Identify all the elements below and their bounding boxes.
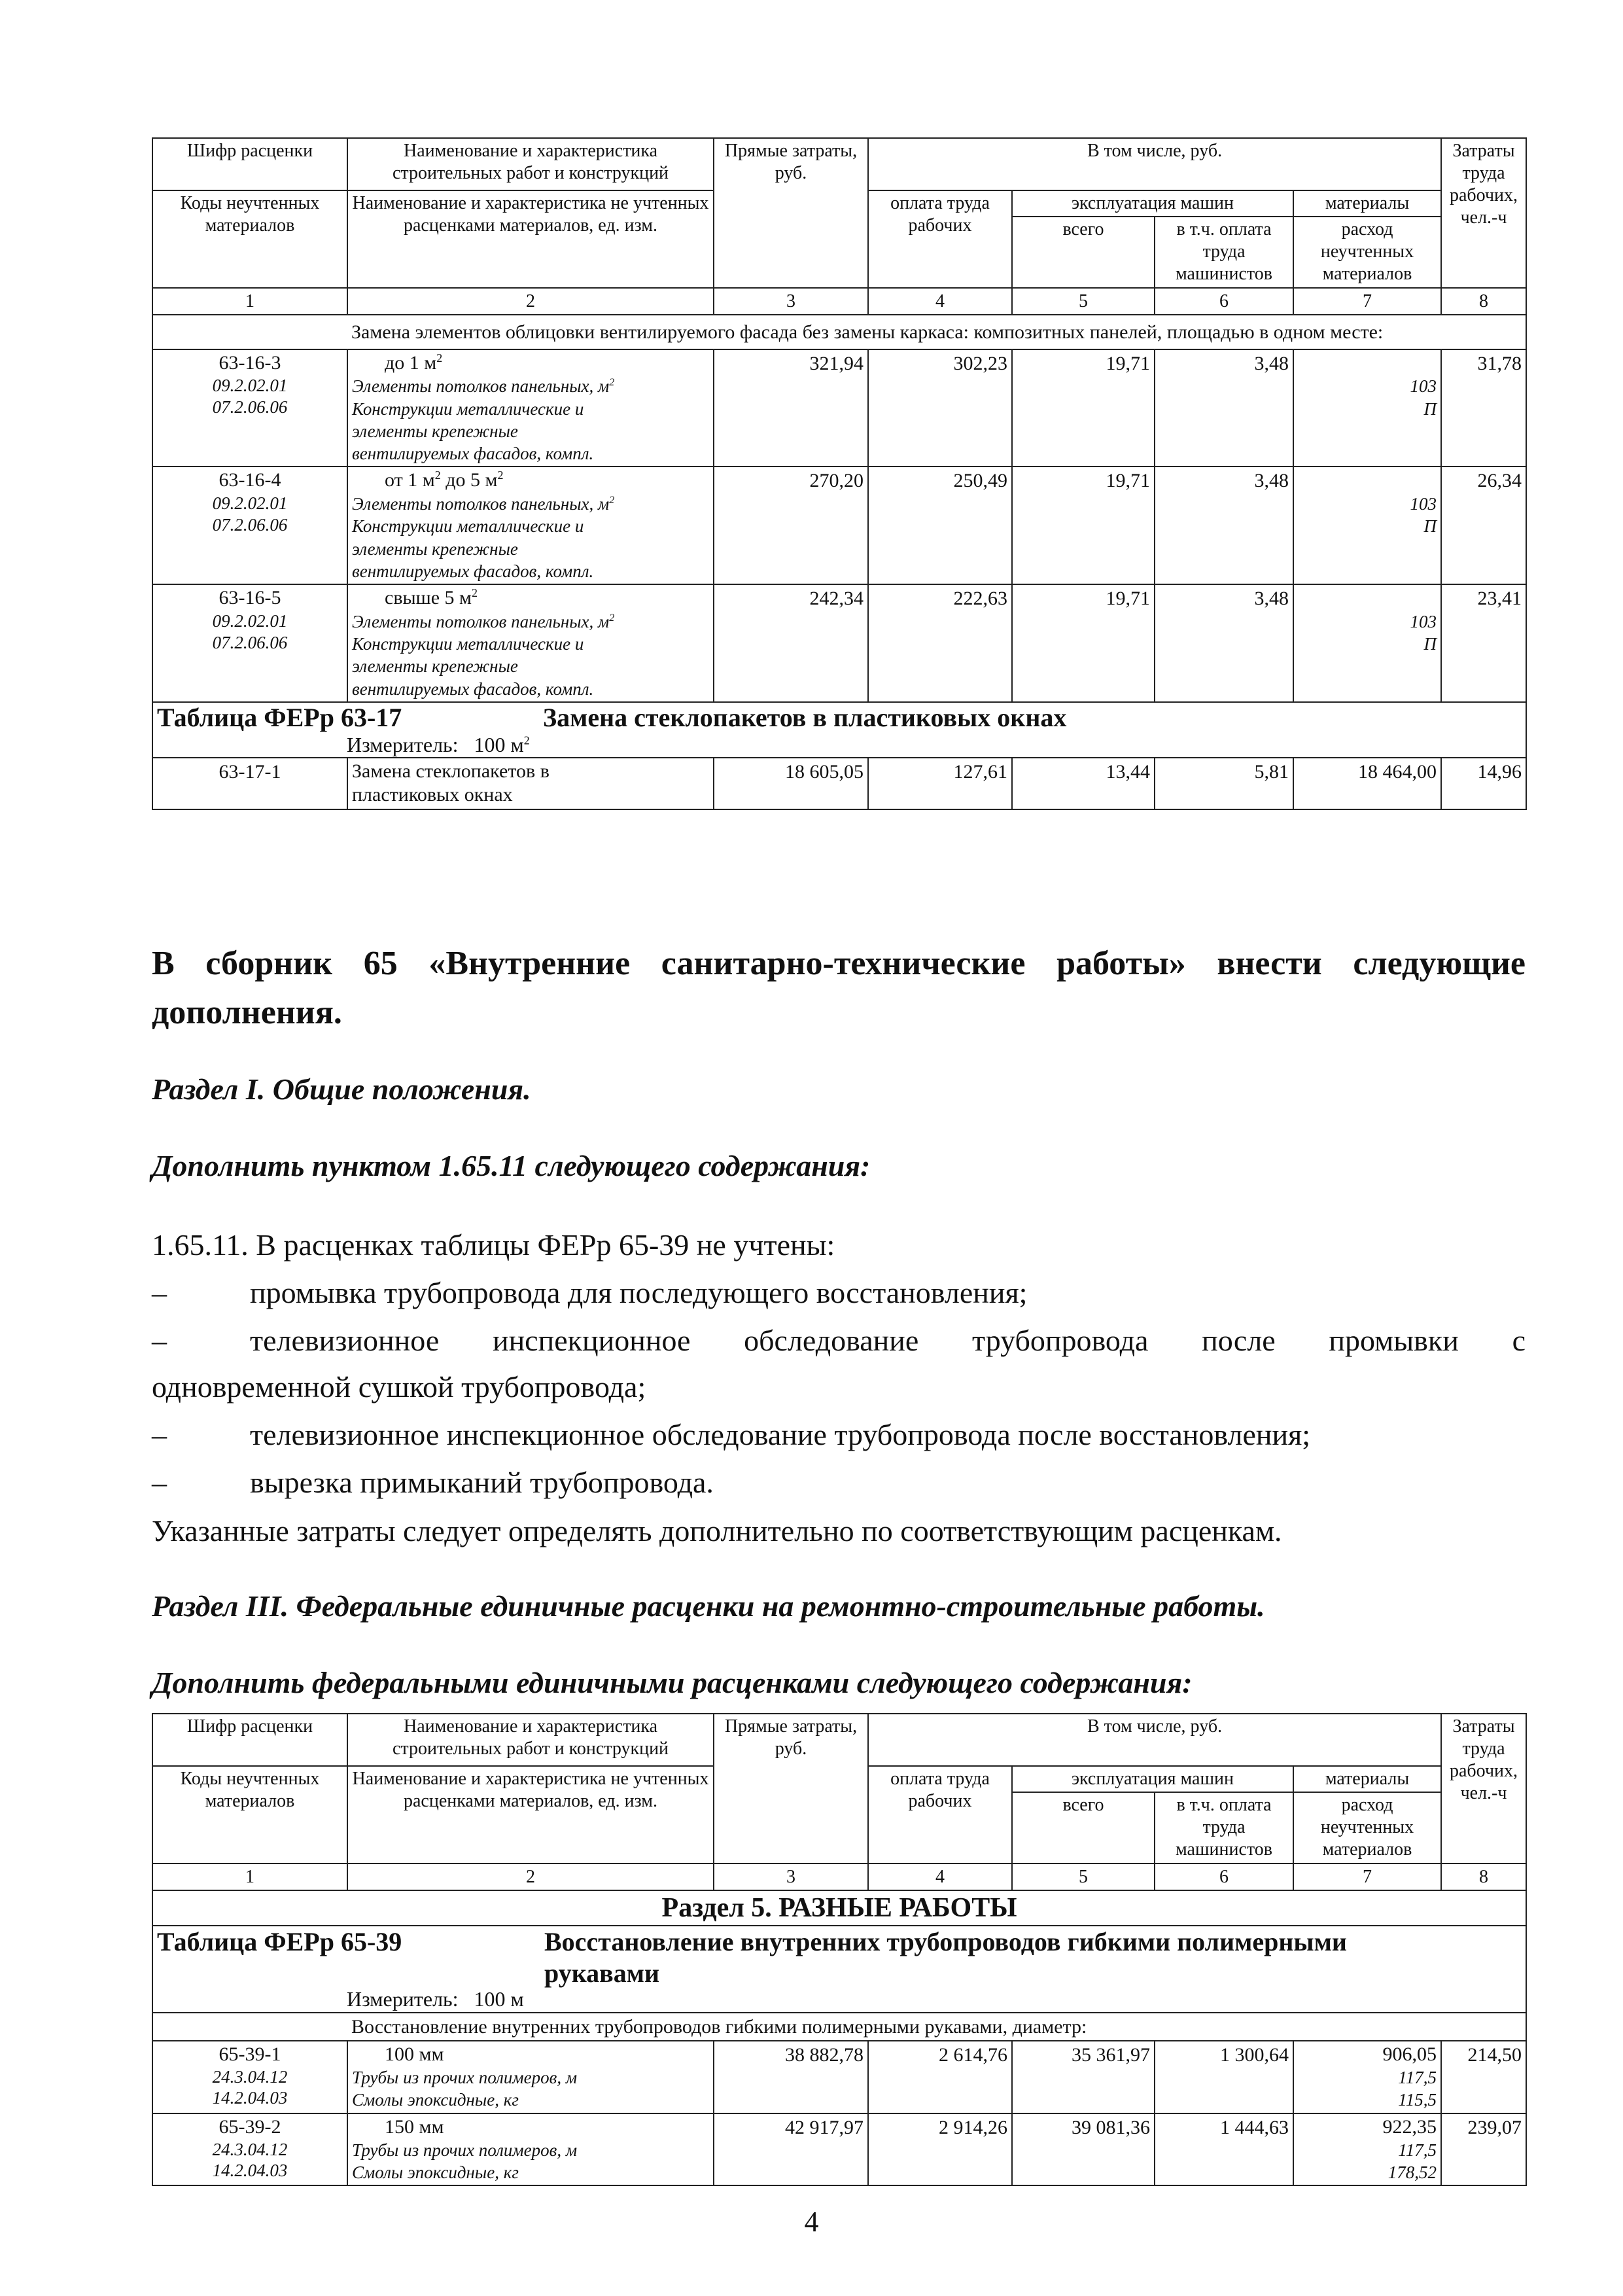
rate-code: 63-16-5 bbox=[218, 587, 281, 609]
header-code: Шифр расценки bbox=[152, 1714, 347, 1766]
material-name: Трубы из прочих полимеров, м bbox=[352, 2140, 578, 2160]
material-name: Конструкции металлические и bbox=[352, 633, 584, 654]
material-code: 07.2.06.06 bbox=[212, 514, 288, 535]
header-machines: эксплуатация машин bbox=[1012, 190, 1293, 217]
table-63-17-title: Таблица ФЕРр 63-17 Замена стеклопакетов в пластиковых окнах Измеритель: 100 $м^2$ bbox=[152, 702, 1526, 758]
machines-total: 39 081,36 bbox=[1012, 2113, 1155, 2186]
rate-name: от 1 $м^2$ до 5 $м^2$ bbox=[385, 468, 504, 491]
table-row bbox=[152, 2041, 1526, 2113]
paragraph-1-65-11: 1.65.11. В расценках таблицы ФЕРр 65-39 не учтены: bbox=[152, 1227, 835, 1262]
drivers-pay: 1 300,64 bbox=[1155, 2041, 1293, 2113]
header-work-name: Наименование и характеристика строительных работ и конструкций bbox=[347, 1714, 714, 1766]
material-qty: 103 bbox=[1410, 376, 1437, 397]
material-code: 09.2.02.01 bbox=[212, 493, 288, 513]
material-name: Элементы потолков панельных, $м^2$ bbox=[352, 493, 615, 514]
header-group: В том числе, руб. bbox=[868, 1714, 1441, 1766]
direct-cost: 38 882,78 bbox=[714, 2041, 868, 2113]
rates-table-63 bbox=[152, 137, 1527, 810]
rate-name: Замена стеклопакетов в bbox=[352, 760, 550, 782]
rate-code: 63-16-3 bbox=[218, 351, 281, 374]
body-text bbox=[152, 939, 1526, 1705]
header-direct-costs: Прямые затраты, руб. bbox=[714, 138, 868, 288]
section-3-title: Раздел III. Федеральные единичные расценки на ремонтно-строительные работы. bbox=[152, 1589, 1265, 1623]
direct-cost: 18 605,05 bbox=[714, 758, 868, 809]
machines-total: 19,71 bbox=[1012, 349, 1155, 467]
header-material-names: Наименование и характеристика не учтенных расценками материалов, ед. изм. bbox=[347, 1766, 714, 1863]
labor-hours: 26,34 bbox=[1441, 467, 1526, 584]
header-labor-hours: Затраты труда рабочих, чел.-ч bbox=[1441, 138, 1526, 288]
header-machines-total: всего bbox=[1012, 1792, 1155, 1863]
material-name: Трубы из прочих полимеров, м bbox=[352, 2068, 578, 2088]
table-65-39-title: Таблица ФЕРр 65-39 Восстановление внутренних трубопроводов гибкими полимерными рукавами Измеритель: 100 м bbox=[152, 1926, 1526, 2012]
header-materials: материалы bbox=[1293, 1766, 1441, 1792]
rates-table-65 bbox=[152, 1713, 1527, 2186]
header-material-codes: Коды неучтенных материалов bbox=[152, 190, 347, 288]
material-code: 24.3.04.12 bbox=[212, 2067, 288, 2087]
column-numbers-row: 1 2 3 4 5 6 7 8 bbox=[152, 288, 1526, 315]
list-item: – промывка трубопровода для последующего восстановления; bbox=[152, 1276, 1028, 1310]
material-qty: 103 bbox=[1410, 611, 1437, 631]
addition-1-title: Дополнить пунктом 1.65.11 следующего содержания: bbox=[152, 1148, 871, 1182]
header-material-codes: Коды неучтенных материалов bbox=[152, 1766, 347, 1863]
header-machines-total: всего bbox=[1012, 217, 1155, 287]
rate-name: свыше 5 $м^2$ bbox=[385, 586, 478, 609]
material-name: Конструкции металлические и bbox=[352, 516, 584, 537]
direct-cost: 270,20 bbox=[714, 467, 868, 584]
header-labor-pay: оплата труда рабочих bbox=[868, 190, 1012, 288]
material-name: Смолы эпоксидные, кг bbox=[352, 2162, 519, 2182]
labor-hours: 23,41 bbox=[1441, 584, 1526, 702]
header-direct-costs: Прямые затраты, руб. bbox=[714, 1714, 868, 1863]
material-code: 14.2.04.03 bbox=[212, 2160, 288, 2180]
material-code: 09.2.02.01 bbox=[212, 610, 288, 631]
material-name: Смолы эпоксидные, кг bbox=[352, 2090, 519, 2110]
header-material-names: Наименование и характеристика не учтенных расценками материалов, ед. изм. bbox=[347, 190, 714, 288]
direct-cost: 321,94 bbox=[714, 349, 868, 467]
material-code: 24.3.04.12 bbox=[212, 2139, 288, 2159]
header-machines: эксплуатация машин bbox=[1012, 1766, 1293, 1792]
rate-name: до 1 $м^2$ bbox=[385, 351, 443, 374]
addition-2-title: Дополнить федеральными единичными расценками следующего содержания: bbox=[152, 1666, 1193, 1700]
material-qty: 117,5 bbox=[1398, 2068, 1437, 2088]
machines-total: 19,71 bbox=[1012, 467, 1155, 584]
column-numbers-row: 1 2 3 4 5 6 7 8 bbox=[152, 1863, 1526, 1890]
material-name: Элементы потолков панельных, $м^2$ bbox=[352, 376, 615, 397]
drivers-pay: 3,48 bbox=[1155, 467, 1293, 584]
header-group: В том числе, руб. bbox=[868, 138, 1441, 190]
header-code: Шифр расценки bbox=[152, 138, 347, 190]
material-code: 07.2.06.06 bbox=[212, 397, 288, 417]
rate-code: 63-16-4 bbox=[218, 469, 281, 491]
table2-intro: Восстановление внутренних трубопроводов гибкими полимерными рукавами, диаметр: bbox=[347, 2013, 1526, 2041]
labor-pay: 302,23 bbox=[868, 349, 1012, 467]
table-row: 63-16-4 09.2.02.01 07.2.06.06 от 1 $м^2$ до 5 $м^2$ Элементы потолков панельных, $м^2$ Конструкции металлические и элементы крепежные вентилируемых фасадов, компл. 270,20 250,49 19,71 3,48 103 П 26,34 bbox=[152, 467, 1526, 584]
material-name: Элементы потолков панельных, $м^2$ bbox=[352, 611, 615, 631]
material-qty: П bbox=[1423, 398, 1437, 419]
labor-pay: 2 614,76 bbox=[868, 2041, 1012, 2113]
material-name: Конструкции металлические и bbox=[352, 398, 584, 419]
list-item: – вырезка примыканий трубопровода. bbox=[152, 1466, 714, 1500]
header-machines-drivers: в т.ч. оплата труда машинистов bbox=[1155, 217, 1293, 287]
drivers-pay: 5,81 bbox=[1155, 758, 1293, 809]
header-materials: материалы bbox=[1293, 190, 1441, 217]
section-5-title: Раздел 5. РАЗНЫЕ РАБОТЫ bbox=[152, 1890, 1526, 1926]
labor-pay: 2 914,26 bbox=[868, 2113, 1012, 2186]
labor-pay: 222,63 bbox=[868, 584, 1012, 702]
machines-total: 13,44 bbox=[1012, 758, 1155, 809]
table1-intro: Замена элементов облицовки вентилируемого фасада без замены каркаса: композитных панелей, площадью в одном месте: bbox=[347, 315, 1526, 349]
materials-cost: 922,35 bbox=[1382, 2115, 1437, 2138]
collection-heading: В сборник 65 «Внутренние санитарно-технические работы» внести следующие дополнения. bbox=[152, 945, 1526, 1032]
labor-pay: 250,49 bbox=[868, 467, 1012, 584]
material-qty: П bbox=[1423, 516, 1437, 537]
labor-hours: 214,50 bbox=[1441, 2041, 1526, 2113]
rate-code: 65-39-2 bbox=[218, 2115, 281, 2138]
labor-hours: 31,78 bbox=[1441, 349, 1526, 467]
table-row bbox=[152, 2113, 1526, 2186]
materials-cost: 906,05 bbox=[1382, 2043, 1437, 2066]
material-qty: 115,5 bbox=[1398, 2090, 1437, 2110]
rate-name: 150 мм bbox=[385, 2115, 444, 2138]
rate-code: 65-39-1 bbox=[218, 2043, 281, 2066]
list-item: – телевизионное инспекционное обследование трубопровода после промывки с одновременной сушкой трубопровода; bbox=[152, 1323, 1526, 1404]
header-labor-pay: оплата труда рабочих bbox=[868, 1766, 1012, 1863]
drivers-pay: 1 444,63 bbox=[1155, 2113, 1293, 2186]
page-number: 4 bbox=[804, 2206, 819, 2238]
labor-hours: 14,96 bbox=[1441, 758, 1526, 809]
direct-cost: 42 917,97 bbox=[714, 2113, 868, 2186]
material-qty: П bbox=[1423, 633, 1437, 654]
material-qty: 103 bbox=[1410, 493, 1437, 514]
material-code: 14.2.04.03 bbox=[212, 2088, 288, 2108]
labor-pay: 127,61 bbox=[868, 758, 1012, 809]
material-code: 09.2.02.01 bbox=[212, 376, 288, 396]
machines-total: 35 361,97 bbox=[1012, 2041, 1155, 2113]
material-code: 07.2.06.06 bbox=[212, 632, 288, 652]
paragraph-costs-note: Указанные затраты следует определять дополнительно по соответствующим расценкам. bbox=[152, 1513, 1282, 1547]
materials-cost: 18 464,00 bbox=[1293, 758, 1441, 809]
header-work-name: Наименование и характеристика строительных работ и конструкций bbox=[347, 138, 714, 190]
material-qty: 178,52 bbox=[1387, 2162, 1437, 2182]
header-unaccounted-materials: расход неучтенных материалов bbox=[1293, 1792, 1441, 1863]
direct-cost: 242,34 bbox=[714, 584, 868, 702]
labor-hours: 239,07 bbox=[1441, 2113, 1526, 2186]
header-labor-hours: Затраты труда рабочих, чел.-ч bbox=[1441, 1714, 1526, 1863]
header-unaccounted-materials: расход неучтенных материалов bbox=[1293, 217, 1441, 287]
rate-name: 100 мм bbox=[385, 2043, 444, 2066]
table-row: 63-16-5 09.2.02.01 07.2.06.06 свыше 5 $м^2$ Элементы потолков панельных, $м^2$ Конструкции металлические и элементы крепежные вентилируемых фасадов, компл. 242,34 222,63 19,71 3,48 103 П 23,41 bbox=[152, 584, 1526, 702]
table-row: 63-17-1 Замена стеклопакетов в пластиковых окнах 18 605,05 127,61 13,44 5,81 18 464,00 14,96 bbox=[152, 758, 1526, 809]
machines-total: 19,71 bbox=[1012, 584, 1155, 702]
drivers-pay: 3,48 bbox=[1155, 349, 1293, 467]
drivers-pay: 3,48 bbox=[1155, 584, 1293, 702]
material-qty: 117,5 bbox=[1398, 2140, 1437, 2160]
table-row: 63-16-3 09.2.02.01 07.2.06.06 до 1 $м^2$ Элементы потолков панельных, $м^2$ Конструкции металлические и элементы крепежные вентилируемых фасадов, компл. 321,94 302,23 19,71 3,48 103 П 31,78 bbox=[152, 349, 1526, 467]
section-1-title: Раздел I. Общие положения. bbox=[152, 1072, 531, 1106]
rate-code: 63-17-1 bbox=[152, 758, 347, 809]
list-item: – телевизионное инспекционное обследование трубопровода после восстановления; bbox=[152, 1417, 1311, 1451]
header-machines-drivers: в т.ч. оплата труда машинистов bbox=[1155, 1792, 1293, 1863]
